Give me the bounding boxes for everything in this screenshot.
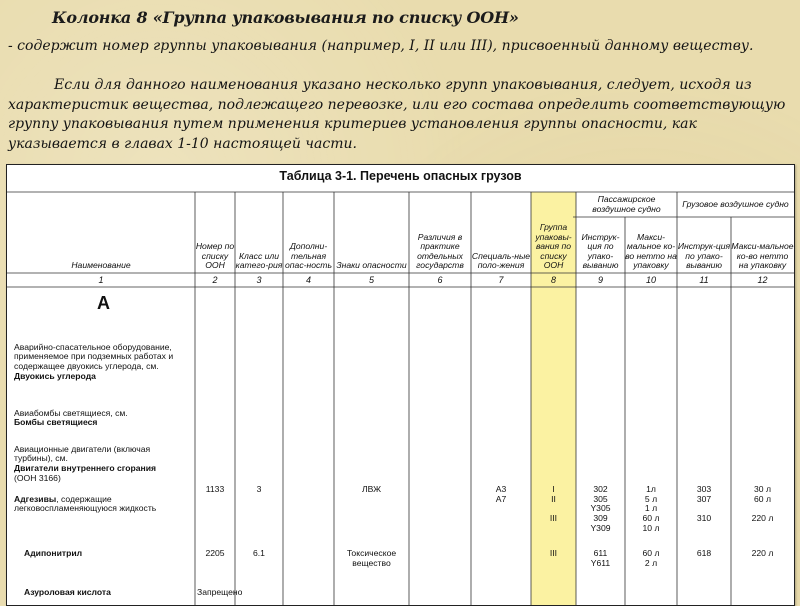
slide-title: Колонка 8 «Группа упаковывания по списку ООН» — [52, 8, 519, 27]
labels-value: Токсическое вещество — [346, 548, 397, 568]
column-number: 3 — [256, 275, 262, 285]
column-number: 11 — [699, 275, 709, 285]
header-packing-group: Группа упаковы-вания по списку ООН — [535, 222, 572, 271]
pax-instruction-value: 611 Y611 — [590, 548, 611, 568]
entry-name: Авиационные двигатели (включая турбины), см. — [14, 443, 151, 464]
table-row — [14, 485, 190, 514]
table-row — [14, 435, 190, 484]
column-number: 4 — [305, 275, 311, 285]
un-number: 2205 — [205, 548, 225, 558]
entry-reference: Двуокись углерода — [14, 370, 96, 381]
packing-group-value: I II III — [549, 484, 558, 524]
header-special-provisions: Специаль-ные поло-жения — [471, 250, 531, 271]
header-cargo-instruction: Инструк-ция по упако-выванию — [677, 241, 731, 271]
entry-description: , содержащие легковоспламеняющуюся жидкость — [14, 493, 157, 514]
header-pax-instruction: Инструк-ция по упако-выванию — [581, 231, 620, 271]
entry-name: Авиабомбы светящиеся, см. — [14, 407, 128, 418]
status-value: Запрещено — [197, 587, 243, 597]
cargo-instruction-value: 303 307 310 — [696, 484, 712, 524]
group-header-passenger: Пассажирское воздушное судно — [592, 194, 661, 214]
column-number: 2 — [212, 275, 218, 285]
entry-name: Адипонитрил — [24, 548, 83, 558]
header-subsidiary-risk: Дополни-тельная опас-ность — [285, 241, 332, 271]
header-labels: Знаки опасности — [336, 260, 407, 271]
header-state-variations: Различия в практике отдельных государств — [416, 231, 464, 271]
section-letter: А — [97, 293, 110, 313]
pax-qty-value: 60 л 2 л — [642, 548, 660, 568]
header-class: Класс или катего-рия — [235, 250, 283, 271]
column-number: 12 — [757, 275, 768, 285]
class-value: 3 — [256, 484, 262, 494]
special-provisions-value: А3 А7 — [495, 484, 507, 504]
entry-reference: Бомбы светящиеся — [14, 417, 98, 428]
cargo-qty-value: 30 л 60 л 220 л — [751, 484, 774, 524]
table-caption: Таблица 3-1. Перечень опасных грузов — [279, 169, 522, 183]
column-number: 5 — [368, 275, 374, 285]
entry-reference: Двигатели внутреннего сгорания — [14, 463, 157, 474]
group-header-cargo: Грузовое воздушное судно — [682, 199, 789, 210]
column-number: 7 — [498, 275, 504, 285]
class-value: 6.1 — [253, 548, 265, 558]
table-row — [14, 333, 190, 382]
header-cargo-max-qty: Макси-мальное ко-во нетто на упаковку — [731, 241, 794, 271]
description-paragraph: - содержит номер группы упаковывания (например, I, II или III), присвоенный данному веществу. — [8, 38, 754, 54]
entry-name: Азуроловая кислота — [24, 587, 111, 597]
column-number: 6 — [437, 275, 443, 285]
table-row — [14, 399, 190, 428]
header-pax-max-qty: Макси-мальное ко-во нетто на упаковку — [625, 231, 677, 271]
header-name: Наименование — [71, 260, 131, 271]
packing-group-value: III — [549, 548, 558, 558]
entry-reference-suffix: (ООН 3166) — [14, 472, 61, 483]
dangerous-goods-table — [6, 164, 795, 606]
column-number: 9 — [597, 275, 603, 285]
labels-value: ЛВЖ — [361, 484, 382, 494]
un-number: 1133 — [205, 484, 225, 494]
cargo-instruction-value: 618 — [696, 548, 712, 558]
column-number: 1 — [98, 275, 104, 285]
entry-name: Адгезивы — [14, 493, 57, 504]
header-un-number: Номер по списку ООН — [195, 241, 235, 271]
column-number: 10 — [645, 275, 656, 285]
entry-name: Аварийно-спасательное оборудование, применяемое при подземных работах и содержащее двуокись углерода, см. — [14, 341, 174, 372]
cargo-qty-value: 220 л — [751, 548, 774, 558]
rule-paragraph: Если для данного наименования указано несколько групп упаковывания, следует, исходя из характеристик вещества, подлежащего перевозке, или его состава определить соответствующую группу упаковывания путем применения критериев установления группы опасности, как указывается в главах 1-10 настоящей части. — [8, 77, 786, 152]
pax-qty-value: 1л 5 л 1 л 60 л 10 л — [642, 484, 660, 533]
pax-instruction-value: 302 305 Y305 309 Y309 — [590, 484, 611, 533]
column-number: 8 — [550, 275, 556, 285]
